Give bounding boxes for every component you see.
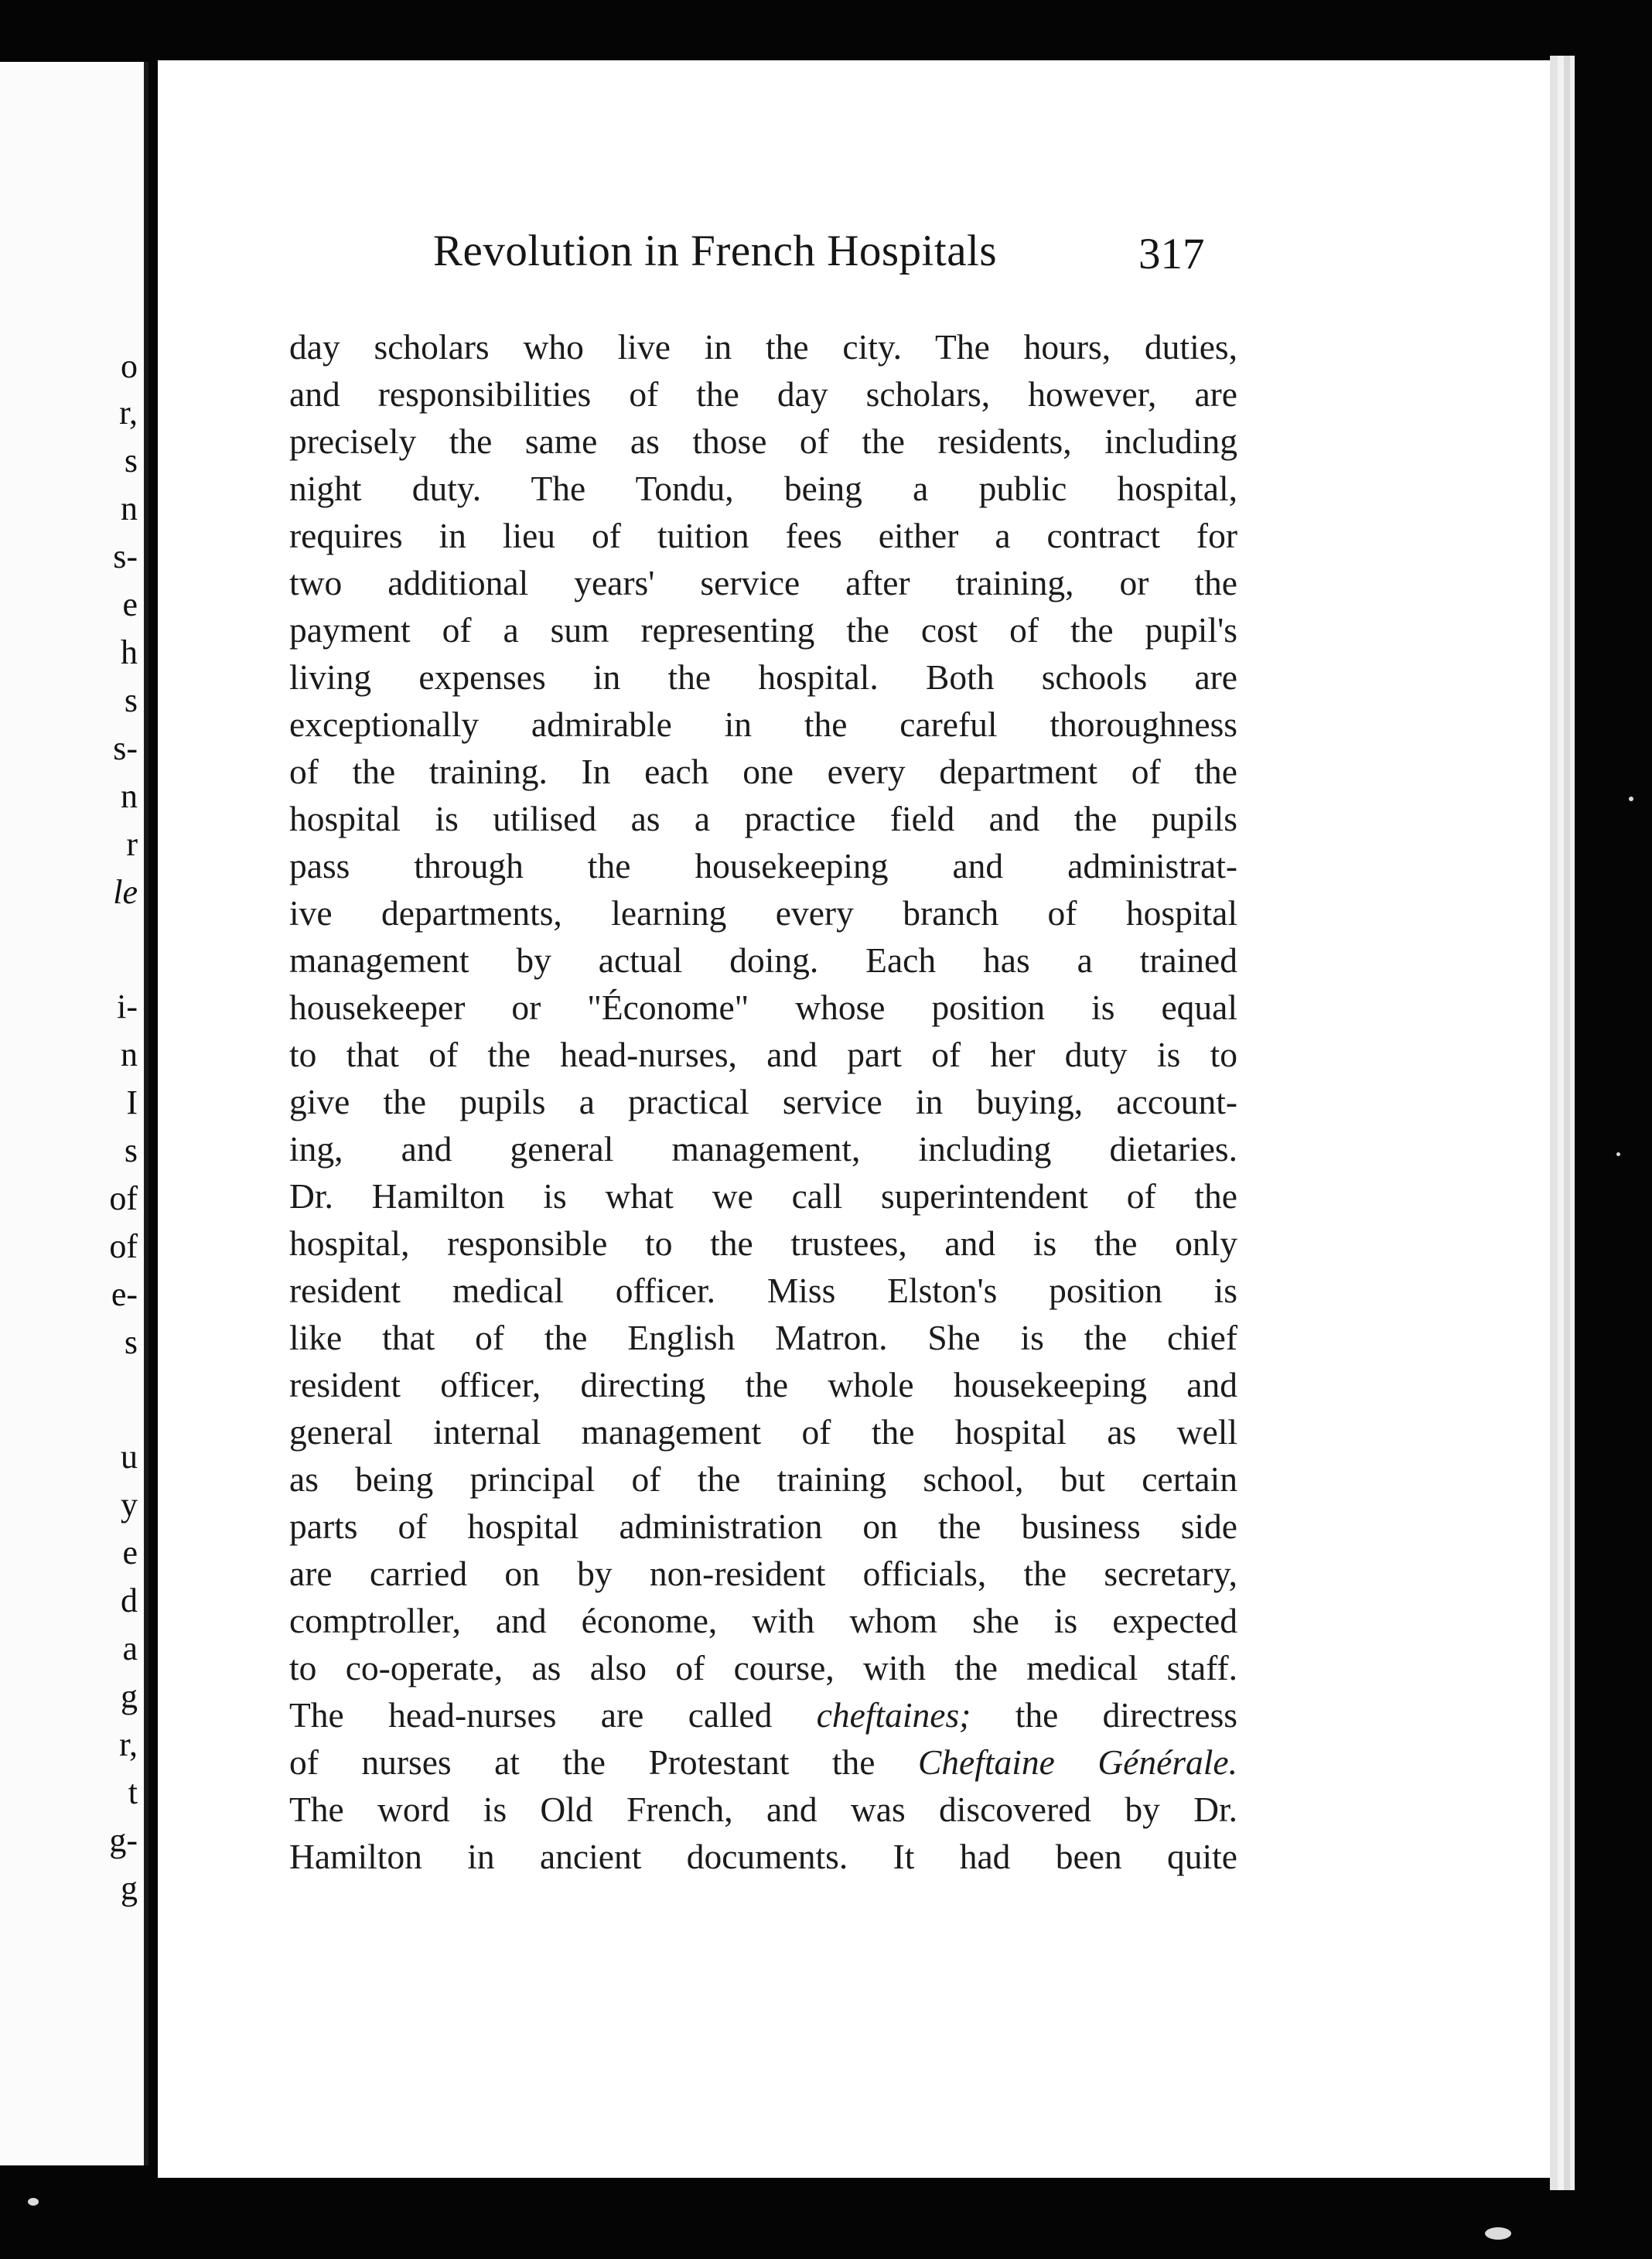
left-margin-fragment: r, (119, 1725, 138, 1763)
left-margin-fragment: i- (117, 988, 138, 1025)
text-line: to that of the head-nurses, and part of her duty is to (289, 1035, 1237, 1074)
left-margin-fragment: n (121, 490, 138, 527)
text-segment: the directress (971, 1695, 1237, 1735)
text-line: resident medical officer. Miss Elston's position is (289, 1271, 1237, 1310)
text-line: Dr. Hamilton is what we call superintendent of the (289, 1176, 1237, 1216)
text-line: general internal management of the hospital as well (289, 1412, 1237, 1452)
left-margin-fragment: o (121, 347, 138, 385)
left-facing-page (0, 62, 148, 2165)
left-margin-fragment: n (121, 777, 138, 815)
text-line: day scholars who live in the city. The hours, duties, (289, 327, 1237, 367)
left-margin-fragment: of (109, 1179, 138, 1217)
text-segment: The head-nurses are called (289, 1695, 817, 1735)
running-head: Revolution in French Hospitals (433, 227, 998, 275)
text-line: housekeeper or "Économe" whose position is equal (289, 988, 1237, 1027)
text-line: to co-operate, as also of course, with the medical staff. (289, 1648, 1237, 1687)
scan-speck (28, 2198, 39, 2206)
text-line: payment of a sum representing the cost of the pupil's (289, 610, 1237, 650)
page-edge (1570, 56, 1575, 2190)
scan-speck (1629, 797, 1633, 801)
left-margin-fragment: t (128, 1773, 138, 1811)
text-line: give the pupils a practical service in buying, account- (289, 1082, 1237, 1121)
left-margin-fragment: r, (119, 394, 138, 432)
left-margin-fragment: h (121, 633, 138, 671)
text-line-with-italic (289, 1739, 1237, 1786)
left-margin-fragment: g- (109, 1821, 138, 1859)
scan-speck (1616, 1152, 1620, 1156)
left-margin-fragment: y (121, 1486, 138, 1524)
text-line: hospital is utilised as a practice field and the pupils (289, 799, 1237, 838)
left-margin-fragment: le (113, 873, 138, 911)
text-line: parts of hospital administration on the business side (289, 1507, 1237, 1546)
scan-speck (1485, 2227, 1511, 2240)
page-edge (1564, 56, 1570, 2190)
left-margin-fragment: s (124, 442, 138, 479)
text-line: and responsibilities of the day scholars, however, are (289, 374, 1237, 414)
left-margin-fragment: s (124, 1323, 138, 1361)
left-margin-fragment: e (122, 585, 138, 623)
left-margin-fragment: r (126, 825, 138, 863)
text-line: night duty. The Tondu, being a public hospital, (289, 469, 1237, 508)
left-margin-fragment: s (124, 1131, 138, 1169)
text-line: comptroller, and économe, with whom she is expected (289, 1601, 1237, 1640)
left-margin-fragment: s- (113, 729, 138, 767)
text-line: exceptionally admirable in the careful thoroughness (289, 705, 1237, 744)
left-margin-fragment: of (109, 1227, 138, 1265)
text-line: are carried on by non-resident officials, the secretary, (289, 1554, 1237, 1593)
text-line: as being principal of the training school, but certain (289, 1459, 1237, 1499)
left-margin-fragment: d (121, 1582, 138, 1619)
text-line: two additional years' service after training, or the (289, 563, 1237, 602)
italic-term: cheftaines; (816, 1695, 971, 1735)
page-edge (1558, 56, 1564, 2190)
page-gutter (144, 62, 148, 2165)
text-line: pass through the housekeeping and administrat- (289, 846, 1237, 886)
left-margin-fragment: n (121, 1036, 138, 1073)
text-segment: of nurses at the Protestant the (289, 1742, 918, 1782)
text-line-with-italic (289, 1691, 1237, 1739)
italic-term: Cheftaine Générale. (917, 1742, 1237, 1782)
body-text (289, 323, 1237, 1880)
text-line: requires in lieu of tuition fees either a contract for (289, 516, 1237, 555)
left-margin-fragment: a (122, 1629, 138, 1667)
text-line: of the training. In each one every department of the (289, 752, 1237, 791)
text-line: resident officer, directing the whole housekeeping and (289, 1365, 1237, 1404)
text-line: Hamilton in ancient documents. It had been quite (289, 1837, 1237, 1876)
left-margin-fragment: s- (113, 537, 138, 575)
left-margin-fragment: u (121, 1438, 138, 1476)
left-margin-fragment: s (124, 681, 138, 719)
left-margin-fragment: e- (111, 1275, 138, 1313)
text-line: hospital, responsible to the trustees, and is the only (289, 1223, 1237, 1263)
page-header (275, 226, 1234, 288)
left-margin-fragment: I (126, 1083, 138, 1121)
left-margin-fragment: g (121, 1677, 138, 1715)
page-number: 317 (1138, 230, 1205, 278)
text-line: like that of the English Matron. She is the chief (289, 1318, 1237, 1357)
text-line: management by actual doing. Each has a trained (289, 940, 1237, 980)
page-edge (1550, 56, 1558, 2190)
text-line: ing, and general management, including dietaries. (289, 1129, 1237, 1169)
text-line: precisely the same as those of the residents, including (289, 421, 1237, 461)
text-line: living expenses in the hospital. Both schools are (289, 657, 1237, 697)
text-line: ive departments, learning every branch of hospital (289, 893, 1237, 933)
left-margin-fragment: e (122, 1534, 138, 1571)
text-line: The word is Old French, and was discovered by Dr. (289, 1790, 1237, 1829)
left-margin-fragment: g (121, 1869, 138, 1907)
